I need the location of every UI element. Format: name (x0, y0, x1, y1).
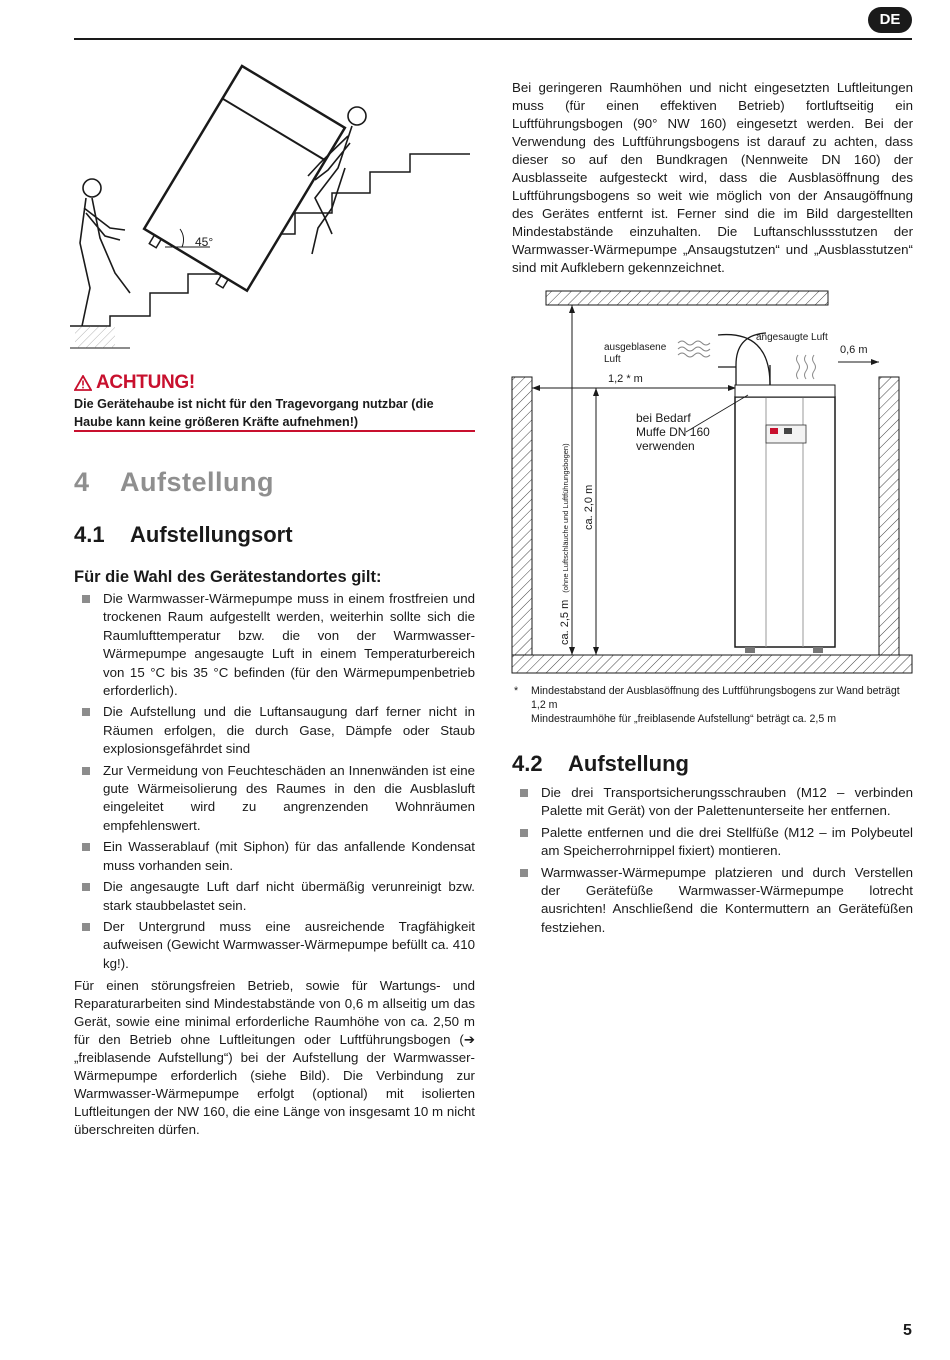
list-item-text: Die drei Transportsicherungsschrauben (M12 – verbinden Palette mit Gerät) von der Palettenunterseite her entfernen. (541, 785, 913, 819)
label-height-room-note: (ohne Luftschläuche und Luftführungsbogen) (561, 443, 570, 593)
label-blown-out-2: Luft (604, 354, 621, 365)
section-4-title: Aufstellung (120, 467, 274, 497)
list-item (76, 878, 475, 915)
bullet-square-icon (82, 883, 90, 891)
warning-title (74, 372, 195, 394)
warning-title-text: ACHTUNG! (96, 372, 195, 393)
label-blown-out-1: ausgeblasene (604, 342, 667, 353)
list-item (76, 762, 475, 836)
list-item (76, 838, 475, 875)
list-item-text: Ein Wasserablauf (mit Siphon) für das anfallende Kondensat muss vorhanden sein. (103, 839, 475, 873)
bullet-square-icon (520, 789, 528, 797)
section-4-number: 4 (74, 467, 90, 497)
page-number: 5 (903, 1322, 912, 1339)
bullet-square-icon (82, 708, 90, 716)
footnote-line-1: Mindestabstand der Ausblasöffnung des Luftführungsbogens zur Wand beträgt 1,2 m (531, 685, 900, 711)
list-item (76, 703, 475, 758)
svg-text:ca. 2,5 m (ohne Luftschl (559, 443, 571, 645)
section-4-1-heading (74, 522, 293, 548)
footnote-line-2: Mindestraumhöhe für „freiblasende Aufstellung“ beträgt ca. 2,5 m (531, 713, 837, 725)
bullet-square-icon (82, 923, 90, 931)
label-sleeve-1: bei Bedarf (636, 411, 691, 425)
installation-diagram (508, 285, 913, 685)
list-item (514, 784, 913, 821)
list-item (76, 590, 475, 700)
section-4-2-number: 4.2 (512, 751, 543, 776)
location-subheading: Für die Wahl des Gerätestandortes gilt: (74, 568, 382, 586)
bullet-square-icon (82, 843, 90, 851)
list-item (514, 864, 913, 938)
warning-text: Die Gerätehaube ist nicht für den Tragevorgang nutzbar (die Haube kann keine größeren Kräfte aufnehmen!) (74, 397, 434, 429)
section-4-2-title: Aufstellung (568, 751, 689, 776)
label-height-room: ca. 2,5 m (559, 599, 571, 645)
stairs-carrying-figure (70, 58, 470, 358)
warning-triangle-icon (74, 375, 92, 391)
bullet-square-icon (520, 869, 528, 877)
list-item-text: Die Aufstellung und die Luftansaugung darf ferner nicht in Räumen erfolgen, die durch Gase, Dämpfe oder Staub explosionsgefährdet sind (103, 704, 475, 757)
list-item-text: Palette entfernen und die drei Stellfüße (M12 – im Polybeutel am Speicherrohrnippel fixiert) montieren. (541, 824, 913, 859)
location-requirements-list (76, 590, 475, 976)
list-item-text: Die Warmwasser-Wärmepumpe muss in einem frostfreien und trockenen Raum aufgestellt werden, weiterhin sollte sich die Raumlufttemperatur bzw. die von der Warmwasser-Wärmepumpe angesaugte Luft in einem Temperaturbereich von 15 °C bis 35 °C befinden (für den Wärmepumpenbetrieb erforderlich). (103, 591, 475, 699)
section-4-1-title: Aufstellungsort (130, 522, 293, 547)
clearance-paragraph: Für einen störungsfreien Betrieb, sowie für Wartungs- und Reparaturarbeiten sind Mindestabstände von 0,6 m allseitig um das Gerät, sowie eine minimal erforderliche Raumhöhe von ca. 2,50 m für den Betrieb ohne Luftleitungen oder Luftführungsbogen (➔ „freiblasende Aufstellung“) bei der Aufstellung der Warmwasser-Wärmepumpe erforderlich (siehe Bild). Die Verbindung zur Warmwasser-Wärmepumpe erfolgt (optional) mit isolierten Luftleitungen der NW 160, die eine Länge von insgesamt 10 m nicht überschreiten dürfen. (74, 978, 475, 1137)
person-left (80, 179, 130, 326)
figure-footnote (514, 684, 914, 726)
section-4-heading (74, 467, 274, 498)
list-item-text: Warmwasser-Wärmepumpe platzieren und durch Verstellen der Gerätefüße Warmwasser-Wärmepumpe lotrecht ausrichten! Anschließend die Kontermuttern an Gerätefüßen festziehen. (541, 864, 913, 935)
footnote-star: * (514, 685, 519, 697)
list-item-text: Zur Vermeidung von Feuchteschäden an Innenwänden ist eine gute Wärmeisolierung des Raumes in den die Ausblasluft eingeleitet wird zu angrenzenden Wohnräumen empfehlenswert. (103, 762, 475, 833)
list-item (76, 918, 475, 973)
label-intake: angesaugte Luft (756, 332, 828, 343)
section-4-1-number: 4.1 (74, 522, 105, 547)
warning-rule (74, 430, 475, 432)
section-4-2-heading (512, 751, 689, 777)
label-sleeve-2: Muffe DN 160 (636, 425, 710, 439)
label-sleeve-3: verwenden (636, 439, 695, 453)
angle-label: 45° (195, 235, 214, 249)
label-clearance-side: 0,6 m (840, 344, 868, 356)
label-height-unit: ca. 2,0 m (583, 484, 595, 530)
label-clearance-top: 1,2 * m (608, 373, 643, 385)
list-item (514, 824, 913, 861)
bullet-square-icon (82, 767, 90, 775)
intro-paragraph: Bei geringeren Raumhöhen und nicht eingesetzten Luftleitungen muss (für einen effektiven Betrieb) fortluftseitig ein Luftführungsbogen (90° NW 160) eingesetzt werden. Bei der Verwendung des Luftführungsbogens ist darauf zu achten, dass dieser so auf den Bundkragen (Nennweite DN 160) der Ausblasseite aufgesteckt wird, dass die Ausblasöffnung des Luftführungsbogens so weit wie möglich von der Ansaugöffnung des Gerätes entfernt ist. Ferner sind die im Bild dargestellten Mindestabstände einzuhalten. Die Luftanschlussstutzen der Warmwasser-Wärmepumpe „Ansaugstutzen“ und „Ausblasstutzen“ sind mit Aufklebern gekennzeichnet. (512, 80, 913, 275)
bullet-square-icon (82, 595, 90, 603)
installation-steps-list (514, 784, 913, 940)
header-rule (74, 38, 912, 40)
list-item-text: Die angesaugte Luft darf nicht übermäßig verunreinigt bzw. stark staubbelastet sein. (103, 879, 475, 913)
bullet-square-icon (520, 829, 528, 837)
list-item-text: Der Untergrund muss eine ausreichende Tragfähigkeit aufweisen (Gewicht Warmwasser-Wärmepumpe befüllt ca. 410 kg!). (103, 918, 475, 971)
language-badge: DE (868, 7, 912, 33)
